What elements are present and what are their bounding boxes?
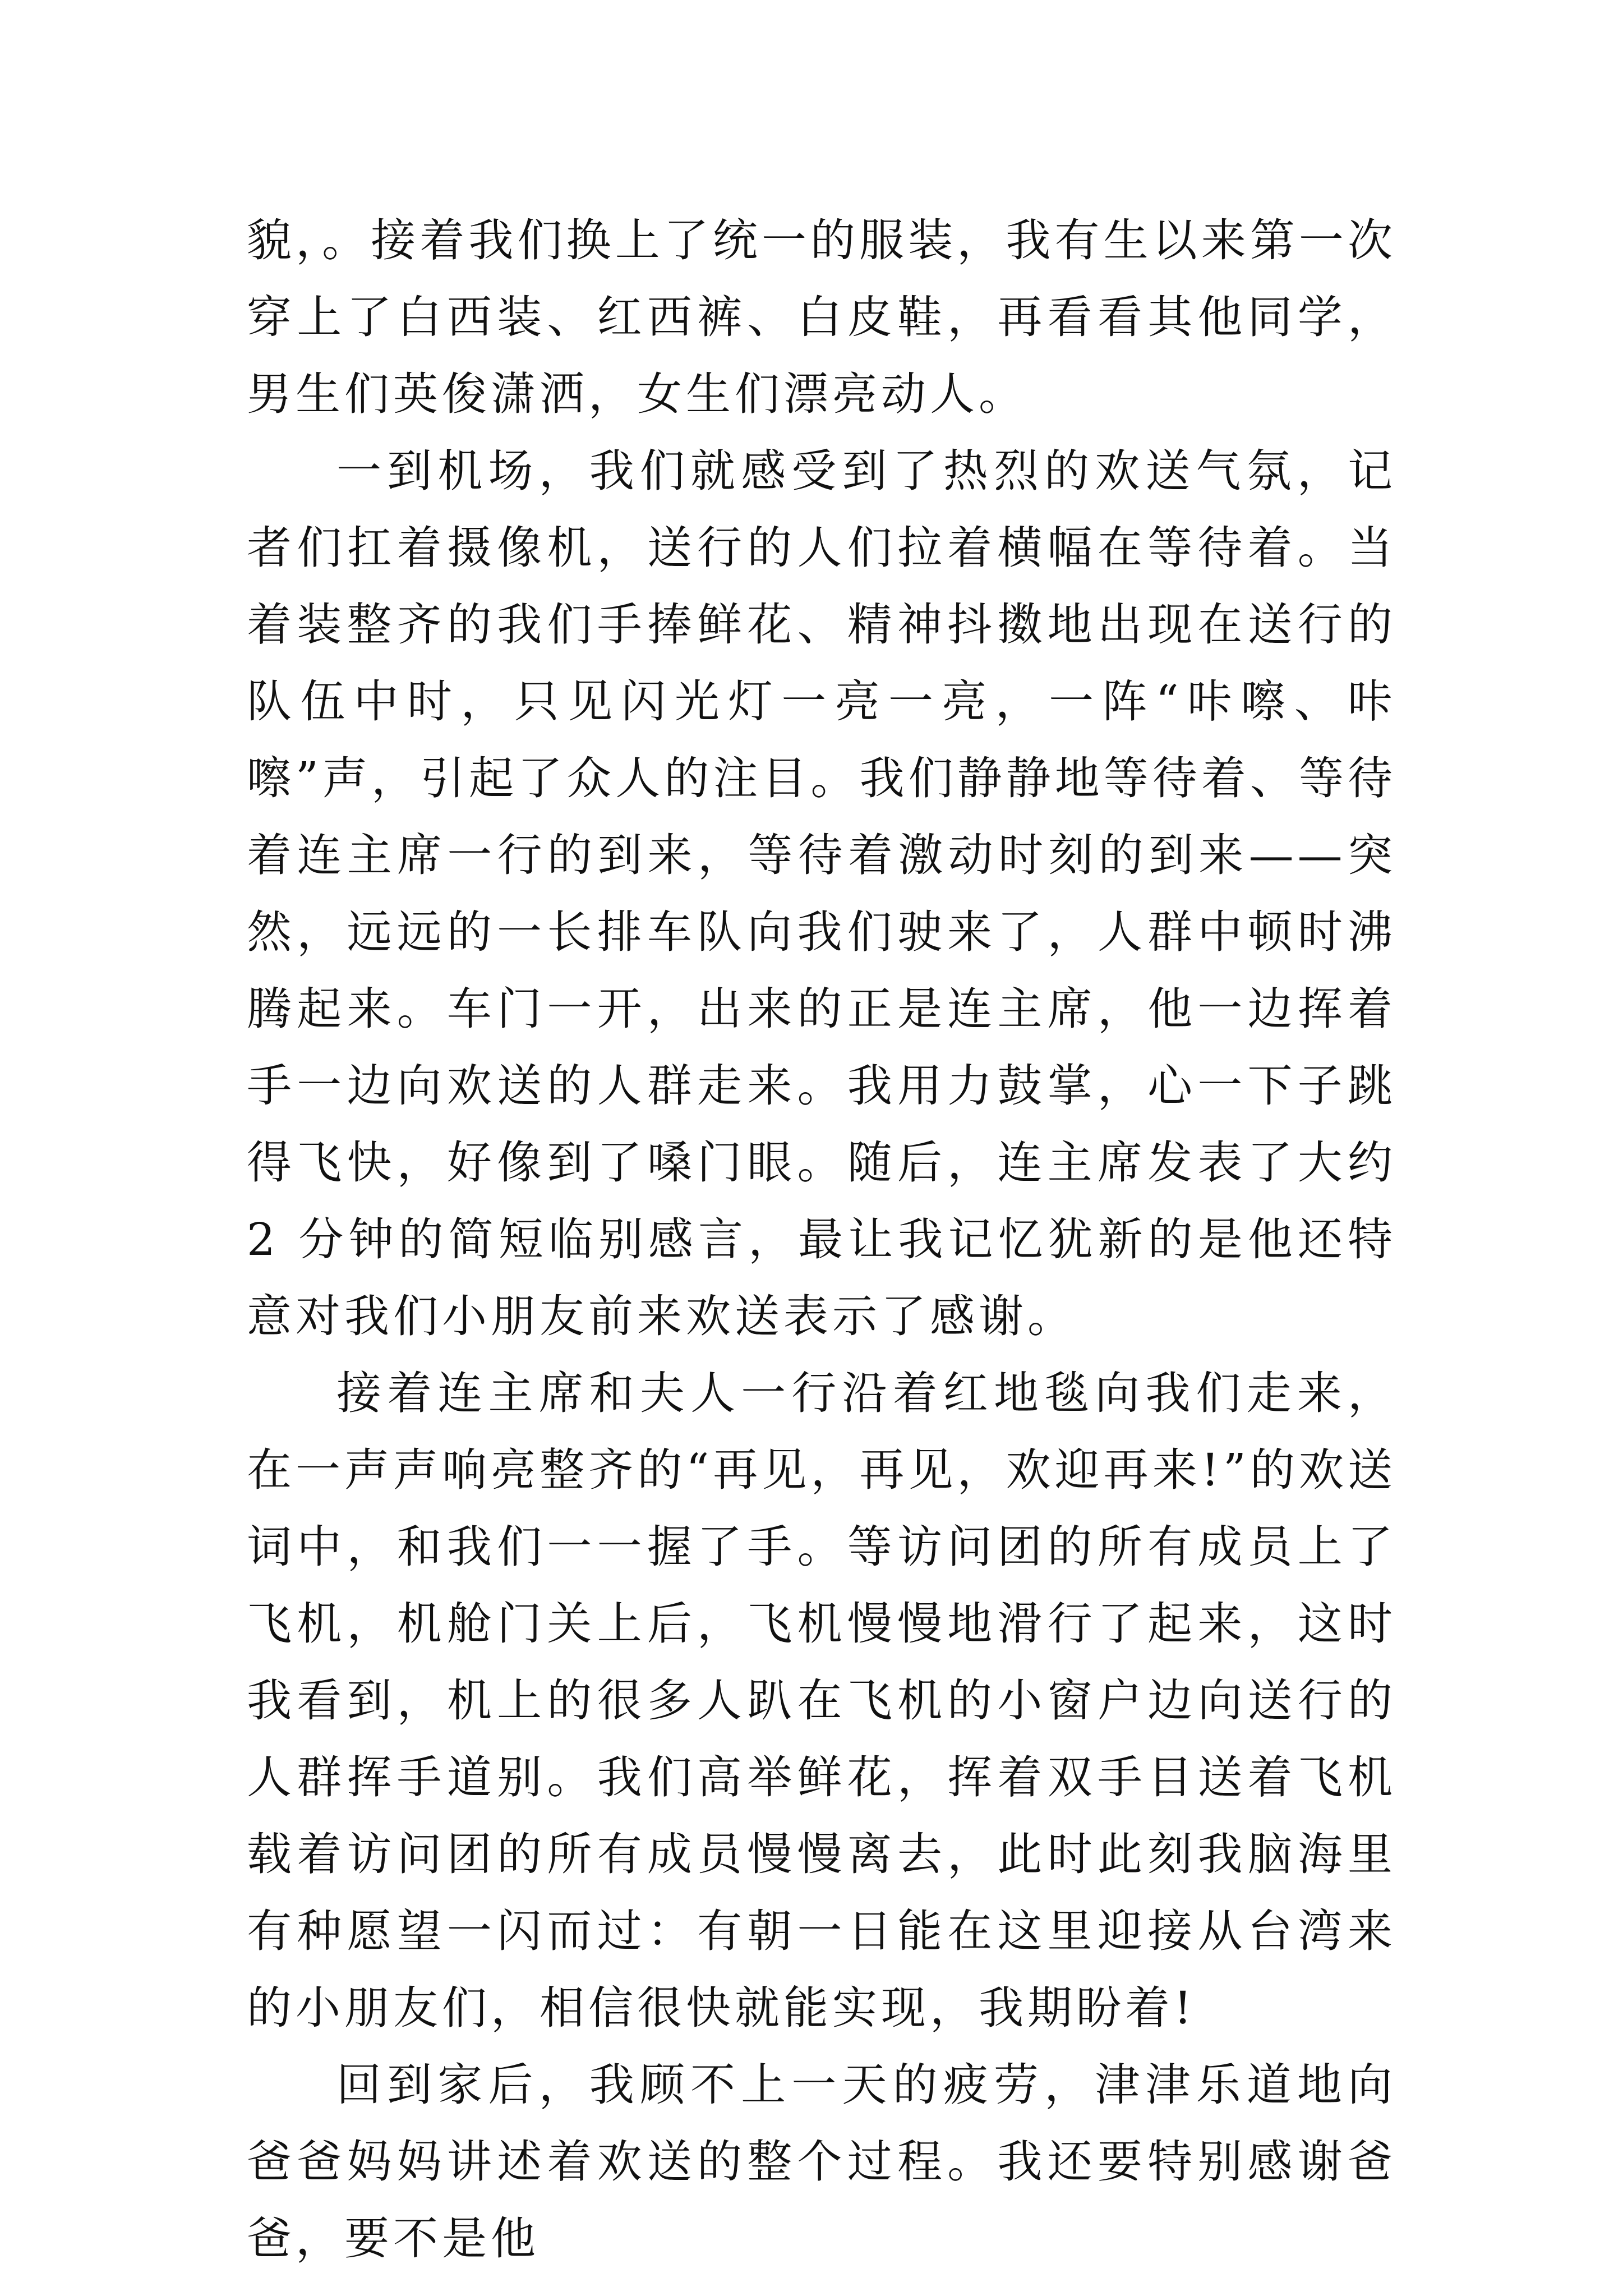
paragraph-3: 接着连主席和夫人一行沿着红地毯向我们走来，在一声声响亮整齐的“再见，再见，欢迎再来!”的欢送词中，和我们一一握了手。等访问团的所有成员上了飞机，机舱门关上后，飞机慢慢地滑行了起来，这时我看到，机上的很多人趴在飞机的小窗户边向送行的人群挥手道别。我们高举鲜花，挥着双手目送着飞机载着访问团的所有成员慢慢离去，此时此刻我脑海里有种愿望一闪而过：有朝一日能在这里迎接从台湾来的小朋友们，相信很快就能实现，我期盼着! xyxy=(247,1367,1396,2034)
document-body xyxy=(247,202,1396,2277)
paragraph-1: 貌，。接着我们换上了统一的服装，我有生以来第一次穿上了白西装、红西裤、白皮鞋，再看看其他同学，男生们英俊潇洒，女生们漂亮动人。 xyxy=(247,214,1396,420)
paragraph-2: 一到机场，我们就感受到了热烈的欢送气氛，记者们扛着摄像机，送行的人们拉着横幅在等待着。当着装整齐的我们手捧鲜花、精神抖擞地出现在送行的队伍中时，只见闪光灯一亮一亮，一阵“咔嚓、咔嚓”声，引起了众人的注目。我们静静地等待着、等待着连主席一行的到来，等待着激动时刻的到来——突然，远远的一长排车队向我们驶来了，人群中顿时沸腾起来。车门一开，出来的正是连主席，他一边挥着手一边向欢送的人群走来。我用力鼓掌，心一下子跳得飞快，好像到了嗓门眼。随后，连主席发表了大约 2 分钟的简短临别感言，最让我记忆犹新的是他还特意对我们小朋友前来欢送表示了感谢。 xyxy=(247,445,1396,1342)
paragraph-4: 回到家后，我顾不上一天的疲劳，津津乐道地向爸爸妈妈讲述着欢送的整个过程。我还要特别感谢爸爸，要不是他 xyxy=(247,2059,1396,2265)
